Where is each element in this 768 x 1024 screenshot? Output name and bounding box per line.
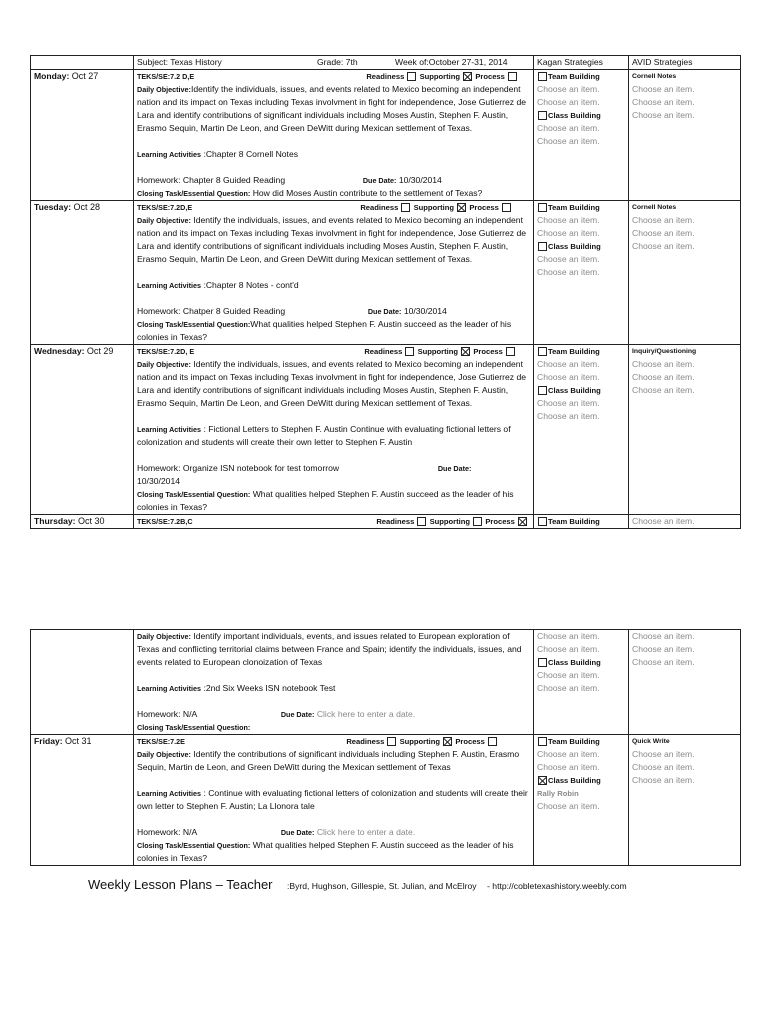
header-subject-cell [134,56,534,70]
choose-item-dropdown[interactable]: Choose an item. [632,241,695,251]
class-building-checkbox[interactable] [538,111,547,120]
tuesday-activities [137,279,530,292]
readiness-checkbox[interactable] [387,737,396,746]
choose-item-dropdown[interactable]: Choose an item. [537,749,600,759]
activities-label: Learning Activities [137,684,202,693]
page-footer [88,876,627,894]
choose-item-dropdown[interactable]: Choose an item. [632,359,695,369]
lesson-plan-table-1 [30,55,741,529]
wednesday-avid-cell [629,345,741,515]
process-label: Process [469,203,499,212]
monday-activities-text: :Chapter 8 Cornell Notes [203,149,299,159]
rally-robin-item[interactable]: Rally Robin [537,789,579,798]
wednesday-avid-strategy: Inquiry/Questioning [632,348,697,355]
readiness-label: Readiness [366,72,405,81]
readiness-checkbox[interactable] [407,72,416,81]
closing-label: Closing Task/Essential Question: [137,841,251,850]
process-checkbox[interactable] [488,737,497,746]
due-label: Due Date: [437,464,472,473]
thursday-teks-line [137,515,530,528]
choose-item-dropdown[interactable]: Choose an item. [632,749,695,759]
wednesday-day: Wednesday: [34,346,85,356]
tuesday-objective-text: Identify the individuals, issues, and events related to Mexico becoming an independent nation and its impact on Texas including Texas involvment in fight for independence, Jose Gutierrez de Lara and identify contributions of significant individuals including Moses Austin, Stephen F. Austin, Erasmo Sequin, Martin De Leon, and Green DeWitt during Mexican settlement of Texas. [137,215,527,264]
monday-date: Oct 27 [71,71,99,81]
monday-day-cell [31,70,134,201]
team-building-checkbox[interactable] [538,203,547,212]
thursday-continued-kagan-cell [534,630,629,735]
thursday-day-cell [31,515,134,529]
wednesday-activities [137,423,530,449]
choose-item-dropdown[interactable]: Choose an item. [537,267,600,277]
choose-item-dropdown[interactable]: Choose an item. [537,359,600,369]
tuesday-activities-text: :Chapter 8 Notes - cont'd [203,280,299,290]
choose-item-dropdown[interactable]: Choose an item. [632,228,695,238]
choose-item-dropdown[interactable]: Choose an item. [632,644,695,654]
week-label: Week of:October 27-31, 2014 [395,57,508,67]
friday-avid-cell [629,735,741,866]
closing-label: Closing Task/Essential Question: [137,490,251,499]
friday-day-cell [31,735,134,866]
friday-activities [137,787,530,813]
monday-plan-cell [134,70,534,201]
thursday-day: Thursday: [34,516,76,526]
wednesday-objective-text: Identify the individuals, issues, and events related to Mexico becoming an independent nation and its impact on Texas including Texas involvment in fight for independence, Jose Gutierrez de Lara and identify contributions of significant individuals including Moses Austin, Stephen F. Austin, Erasmo Sequin, Martin De Leon, and Green DeWitt during Mexican settlement of Texas. [137,359,527,408]
monday-activities [137,148,530,161]
friday-activities-text: : Continue with evaluating fictional letters of colonization and students will create their own letter to Stephen F. Austin; La Llonora tale [137,788,528,811]
thursday-continued-day-cell [31,630,134,735]
friday-homework [137,826,530,839]
closing-label: Closing Task/Essential Question: [137,189,251,198]
choose-item-dropdown[interactable]: Choose an item. [537,215,600,225]
wednesday-objective [137,358,530,410]
team-building-checkbox[interactable] [538,72,547,81]
homework-label: Homework: [137,175,181,185]
lesson-plan-table-2 [30,629,741,866]
objective-label: Daily Objective: [137,85,191,94]
thursday-activities-text: :2nd Six Weeks ISN notebook Test [203,683,336,693]
supporting-label: Supporting [399,737,441,746]
choose-item-dropdown[interactable]: Choose an item. [632,657,695,667]
thursday-objective [137,630,530,669]
activities-label: Learning Activities [137,281,202,290]
class-building-label: Class Building [548,111,601,120]
friday-objective-text: Identify the contributions of significant individuals including Stephen F. Austin, Erasmo Sequin, Martin de Leon, and Green DeWitt during the Mexican settlement of Texas [137,749,520,772]
class-building-label: Class Building [548,386,601,395]
thursday-continued-plan-cell [134,630,534,735]
monday-objective-text: Identify the individuals, issues, and events related to Mexico becoming an independent nation and its impact on Texas including Texas involvment in fight for independence, Jose Gutierrez de Lara and identify contributions of significant individuals including Moses Austin, Stephen F. Austin, Erasmo Sequin, Martin De Leon, and Green DeWitt during Mexican settlement of Texas. [137,84,527,133]
thursday-rsp [376,515,528,528]
friday-kagan-cell [534,735,629,866]
footer-teachers: :Byrd, Hughson, Gillespie, St. Julian, and McElroy [286,881,477,891]
choose-item-dropdown[interactable]: Choose an item. [632,110,695,120]
choose-item-dropdown[interactable]: Choose an item. [537,398,600,408]
readiness-checkbox[interactable] [417,517,426,526]
header-row [31,56,741,70]
tuesday-due: 10/30/2014 [403,306,447,316]
tuesday-date: Oct 28 [73,202,100,212]
team-building-label: Team Building [548,347,600,356]
closing-label: Closing Task/Essential Question: [137,723,251,732]
choose-item-dropdown[interactable]: Choose an item. [537,123,600,133]
thursday-objective-text: Identify important individuals, events, and issues related to European exploration of Texas and conflicting territorial claims between France and Spain; identify the individuals, issues, and events related to European clonoization of Texas [137,631,522,667]
team-building-item[interactable] [537,735,625,748]
objective-label: Daily Objective: [137,750,191,759]
friday-day: Friday: [34,736,63,746]
monday-teks: TEKS/SE:7.2 D,E [137,72,195,81]
supporting-label: Supporting [417,347,459,356]
footer-url[interactable]: - http://cobletexashistory.weebly.com [487,881,627,891]
process-label: Process [475,72,505,81]
date-picker[interactable]: Click here to enter a date. [316,709,416,719]
choose-item-dropdown[interactable]: Choose an item. [537,670,600,680]
choose-item-dropdown[interactable]: Choose an item. [632,762,695,772]
class-building-checkbox[interactable] [538,386,547,395]
team-building-item[interactable] [537,201,625,214]
friday-row [31,735,741,866]
monday-avid-cell [629,70,741,201]
choose-item-dropdown[interactable]: Choose an item. [537,84,600,94]
choose-item-dropdown[interactable]: Choose an item. [537,97,600,107]
monday-day: Monday: [34,71,70,81]
header-blank [31,56,134,70]
friday-date: Oct 31 [65,736,92,746]
class-building-checkbox[interactable] [538,776,547,785]
process-checkbox[interactable] [508,72,517,81]
due-label: Due Date: [280,828,315,837]
friday-objective [137,748,530,774]
objective-label: Daily Objective: [137,216,191,225]
tuesday-day: Tuesday: [34,202,72,212]
supporting-checkbox[interactable] [457,203,466,212]
tuesday-homework [137,305,530,318]
monday-kagan-cell [534,70,629,201]
thursday-homework [137,708,530,721]
closing-label: Closing Task/Essential Question: [137,320,251,329]
homework-label: Homework: [137,306,181,316]
monday-closing-text: How did Moses Austin contribute to the settlement of Texas? [252,188,483,198]
friday-plan-cell [134,735,534,866]
thursday-row [31,515,741,529]
monday-homework-text: Chapter 8 Guided Reading [182,175,286,185]
process-checkbox[interactable] [502,203,511,212]
class-building-item[interactable] [537,240,625,253]
thursday-avid-cell [629,515,741,529]
choose-item-dropdown[interactable]: Choose an item. [537,631,600,641]
tuesday-plan-cell [134,201,534,345]
thursday-kagan-cell [534,515,629,529]
tuesday-closing [137,318,530,344]
class-building-item[interactable] [537,109,625,122]
choose-item-dropdown[interactable]: Choose an item. [632,97,695,107]
avid-header: AVID Strategies [629,56,741,70]
tuesday-kagan-cell [534,201,629,345]
wednesday-activities-text: : Fictional Letters to Stephen F. Austin Continue with evaluating fictional letters of colonization and students will create their own letter to Stephen F. Austin [137,424,511,447]
tuesday-day-cell [31,201,134,345]
grade-label: Grade: 7th [317,57,358,67]
class-building-item[interactable] [537,384,625,397]
class-building-label: Class Building [548,776,601,785]
tuesday-teks: TEKS/SE:7.2D,E [137,203,193,212]
wednesday-due: 10/30/2014 [137,476,181,486]
homework-label: Homework: [137,827,181,837]
choose-item-dropdown[interactable]: Choose an item. [537,683,600,693]
class-building-label: Class Building [548,242,601,251]
choose-item-dropdown[interactable]: Choose an item. [632,84,695,94]
readiness-checkbox[interactable] [401,203,410,212]
thursday-continued-row [31,630,741,735]
wednesday-homework-text: Organize ISN notebook for test tomorrow [182,463,340,473]
supporting-label: Supporting [419,72,461,81]
monday-due: 10/30/2014 [398,175,442,185]
class-building-checkbox[interactable] [538,242,547,251]
choose-item-dropdown[interactable]: Choose an item. [632,372,695,382]
date-picker[interactable]: Click here to enter a date. [316,827,416,837]
team-building-item[interactable] [537,345,625,358]
supporting-label: Supporting [429,517,471,526]
choose-item-dropdown[interactable]: Choose an item. [537,372,600,382]
friday-teks-line [137,735,530,748]
team-building-label: Team Building [548,203,600,212]
supporting-checkbox[interactable] [443,737,452,746]
thursday-activities [137,682,530,695]
choose-item-dropdown[interactable]: Choose an item. [537,644,600,654]
choose-item-dropdown[interactable]: Choose an item. [537,762,600,772]
friday-avid-strategy: Quick Write [632,738,670,745]
team-building-checkbox[interactable] [538,737,547,746]
choose-item-dropdown[interactable]: Choose an item. [632,215,695,225]
process-checkbox[interactable] [506,347,515,356]
team-building-checkbox[interactable] [538,517,547,526]
choose-item-dropdown[interactable]: Choose an item. [537,801,600,811]
readiness-label: Readiness [346,737,385,746]
choose-item-dropdown[interactable]: Choose an item. [632,516,695,526]
subject-label: Subject: Texas History [137,57,222,67]
choose-item-dropdown[interactable]: Choose an item. [537,411,600,421]
kagan-header: Kagan Strategies [534,56,629,70]
due-label: Due Date: [362,176,397,185]
tuesday-avid-cell [629,201,741,345]
tuesday-row [31,201,741,345]
wednesday-teks: TEKS/SE:7.2D, E [137,347,195,356]
wednesday-teks-line [137,345,530,358]
team-building-checkbox[interactable] [538,347,547,356]
friday-homework-text: N/A [182,827,198,837]
readiness-checkbox[interactable] [405,347,414,356]
monday-objective [137,83,530,135]
wednesday-kagan-cell [534,345,629,515]
wednesday-homework [137,462,530,475]
friday-closing-text: What qualities helped Stephen F. Austin succeed as the leader of his colonies in Texas? [137,840,514,863]
thursday-closing [137,721,530,734]
monday-rsp [366,70,518,83]
wednesday-closing-text: What qualities helped Stephen F. Austin succeed as the leader of his colonies in Texas? [137,489,514,512]
activities-label: Learning Activities [137,789,202,798]
wednesday-row [31,345,741,515]
tuesday-teks-line [137,201,530,214]
friday-teks: TEKS/SE:7.2E [137,737,185,746]
activities-label: Learning Activities [137,150,202,159]
class-building-label: Class Building [548,658,601,667]
wednesday-plan-cell [134,345,534,515]
monday-closing [137,187,530,200]
choose-item-dropdown[interactable]: Choose an item. [632,631,695,641]
activities-label: Learning Activities [137,425,202,434]
choose-item-dropdown[interactable]: Choose an item. [537,228,600,238]
monday-avid-strategy: Cornell Notes [632,73,677,80]
process-label: Process [473,347,503,356]
choose-item-dropdown[interactable]: Choose an item. [537,136,600,146]
friday-closing [137,839,530,865]
wednesday-date: Oct 29 [86,346,114,356]
process-label: Process [455,737,485,746]
thursday-continued-avid-cell [629,630,741,735]
process-checkbox[interactable] [518,517,527,526]
process-label: Process [485,517,515,526]
thursday-plan-cell [134,515,534,529]
objective-label: Daily Objective: [137,632,191,641]
supporting-checkbox[interactable] [463,72,472,81]
monday-homework [137,174,530,187]
readiness-label: Readiness [376,517,415,526]
tuesday-closing-text: What qualities helped Stephen F. Austin succeed as the leader of his colonies in Texas? [137,319,512,342]
supporting-checkbox[interactable] [473,517,482,526]
wednesday-rsp [364,345,516,358]
tuesday-avid-strategy: Cornell Notes [632,204,677,211]
supporting-checkbox[interactable] [461,347,470,356]
homework-label: Homework: [137,709,181,719]
due-label: Due Date: [280,710,315,719]
choose-item-dropdown[interactable]: Choose an item. [537,254,600,264]
team-building-label: Team Building [548,517,600,526]
wednesday-day-cell [31,345,134,515]
team-building-item[interactable] [537,515,625,528]
monday-teks-line [137,70,530,83]
team-building-item[interactable] [537,70,625,83]
supporting-label: Supporting [413,203,455,212]
wednesday-closing [137,488,530,514]
thursday-homework-text: N/A [182,709,198,719]
readiness-label: Readiness [364,347,403,356]
tuesday-rsp [360,201,512,214]
due-label: Due Date: [367,307,402,316]
team-building-label: Team Building [548,72,600,81]
objective-label: Daily Objective: [137,360,191,369]
tuesday-objective [137,214,530,266]
friday-rsp [346,735,498,748]
class-building-item[interactable] [537,656,625,669]
footer-title: Weekly Lesson Plans – Teacher [88,877,273,892]
thursday-teks: TEKS/SE:7.2B,C [137,517,193,526]
monday-row [31,70,741,201]
team-building-label: Team Building [548,737,600,746]
readiness-label: Readiness [360,203,399,212]
choose-item-dropdown[interactable]: Choose an item. [632,385,695,395]
thursday-date: Oct 30 [77,516,105,526]
class-building-item[interactable] [537,774,625,787]
class-building-checkbox[interactable] [538,658,547,667]
homework-label: Homework: [137,463,181,473]
tuesday-homework-text: Chatper 8 Guided Reading [182,306,286,316]
choose-item-dropdown[interactable]: Choose an item. [632,775,695,785]
